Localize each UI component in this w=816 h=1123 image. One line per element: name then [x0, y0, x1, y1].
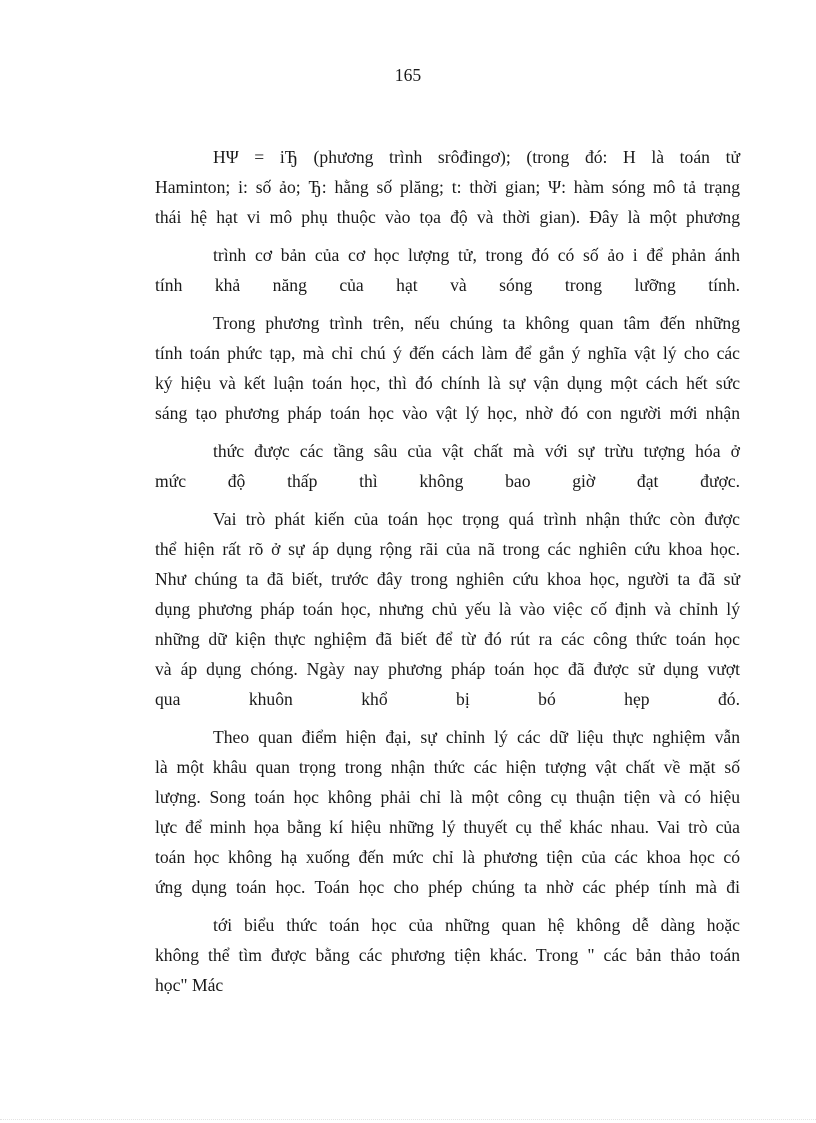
text-line: những dữ kiện thực nghiệm đã biết để từ đó rút ra các công thức toán học: [155, 629, 740, 649]
text-line: Vai trò phát kiến của toán học trọng quá trình nhận thức còn được: [213, 509, 740, 529]
text-line: thức được các tầng sâu của vật chất mà với sự trừu tượng hóa ở: [213, 441, 740, 461]
paragraph-marx-manuscripts: [155, 910, 740, 1000]
text-line: không thể tìm được bằng các phương tiện khác. Trong " các bản thảo toán: [155, 945, 740, 965]
text-line: HΨ = iЂ (phương trình srôđingơ); (trong đó: H là toán tử: [213, 147, 740, 167]
paragraph-equation-meaning: [155, 308, 740, 428]
text-line: Theo quan điểm hiện đại, sự chỉnh lý các dữ liệu thực nghiệm vẫn: [213, 727, 740, 747]
text-line: dụng phương pháp toán học, nhưng chủ yếu là vào việc cố định và chỉnh lý: [155, 599, 740, 619]
paragraph-abstraction: [155, 436, 740, 496]
paragraph-modern-view: [155, 722, 740, 902]
text-line: và áp dụng chóng. Ngày nay phương pháp toán học đã được sử dụng vượt: [155, 659, 740, 679]
text-line: trình cơ bản của cơ học lượng tử, trong đó có số ảo i để phản ánh: [213, 245, 740, 265]
text-line: toán học không hạ xuống đến mức chỉ là phương tiện của các khoa học có: [155, 847, 740, 867]
paragraph-discovery-role: [155, 504, 740, 714]
text-line: Haminton; i: số ảo; Ђ: hằng số plăng; t: thời gian; Ψ: hàm sóng mô tả trạng: [155, 177, 740, 197]
paragraph-equation: [155, 142, 740, 232]
text-line: Trong phương trình trên, nếu chúng ta không quan tâm đến những: [213, 313, 740, 333]
text-line: tới biểu thức toán học của những quan hệ không dễ dàng hoặc: [213, 915, 740, 935]
text-line: tính khả năng của hạt và sóng trong lưỡng tính.: [155, 275, 740, 295]
text-line: là một khâu quan trọng trong nhận thức các hiện tượng vật chất về mặt số: [155, 757, 740, 777]
text-line: ứng dụng toán học. Toán học cho phép chúng ta nhờ các phép tính mà đi: [155, 877, 740, 897]
page-number: 165: [394, 65, 422, 85]
text-line: học" Mác: [155, 975, 224, 995]
page-bottom-border: [0, 1119, 816, 1120]
text-line: tính toán phức tạp, mà chỉ chú ý đến cách làm để gắn ý nghĩa vật lý cho các: [155, 343, 740, 363]
text-line: sáng tạo phương pháp toán học vào vật lý học, nhờ đó con người mới nhận: [155, 403, 740, 423]
text-line: lượng. Song toán học không phải chỉ là một công cụ thuận tiện và có hiệu: [155, 787, 740, 807]
text-line: ký hiệu và kết luận toán học, thì đó chính là sự vận dụng một cách hết sức: [155, 373, 740, 393]
text-line: mức độ thấp thì không bao giờ đạt được.: [155, 471, 740, 491]
text-line: lực để minh họa bằng kí hiệu những lý thuyết cụ thể khác nhau. Vai trò của: [155, 817, 740, 837]
text-line: Như chúng ta đã biết, trước đây trong nghiên cứu khoa học, người ta đã sử: [155, 569, 740, 589]
text-line: thái hệ hạt vi mô phụ thuộc vào tọa độ và thời gian). Đây là một phương: [155, 207, 740, 227]
text-line: thể hiện rất rõ ở sự áp dụng rộng rãi của nã trong các nghiên cứu khoa học.: [155, 539, 740, 559]
paragraph-quantum: [155, 240, 740, 300]
text-line: qua khuôn khổ bị bó hẹp đó.: [155, 689, 740, 709]
